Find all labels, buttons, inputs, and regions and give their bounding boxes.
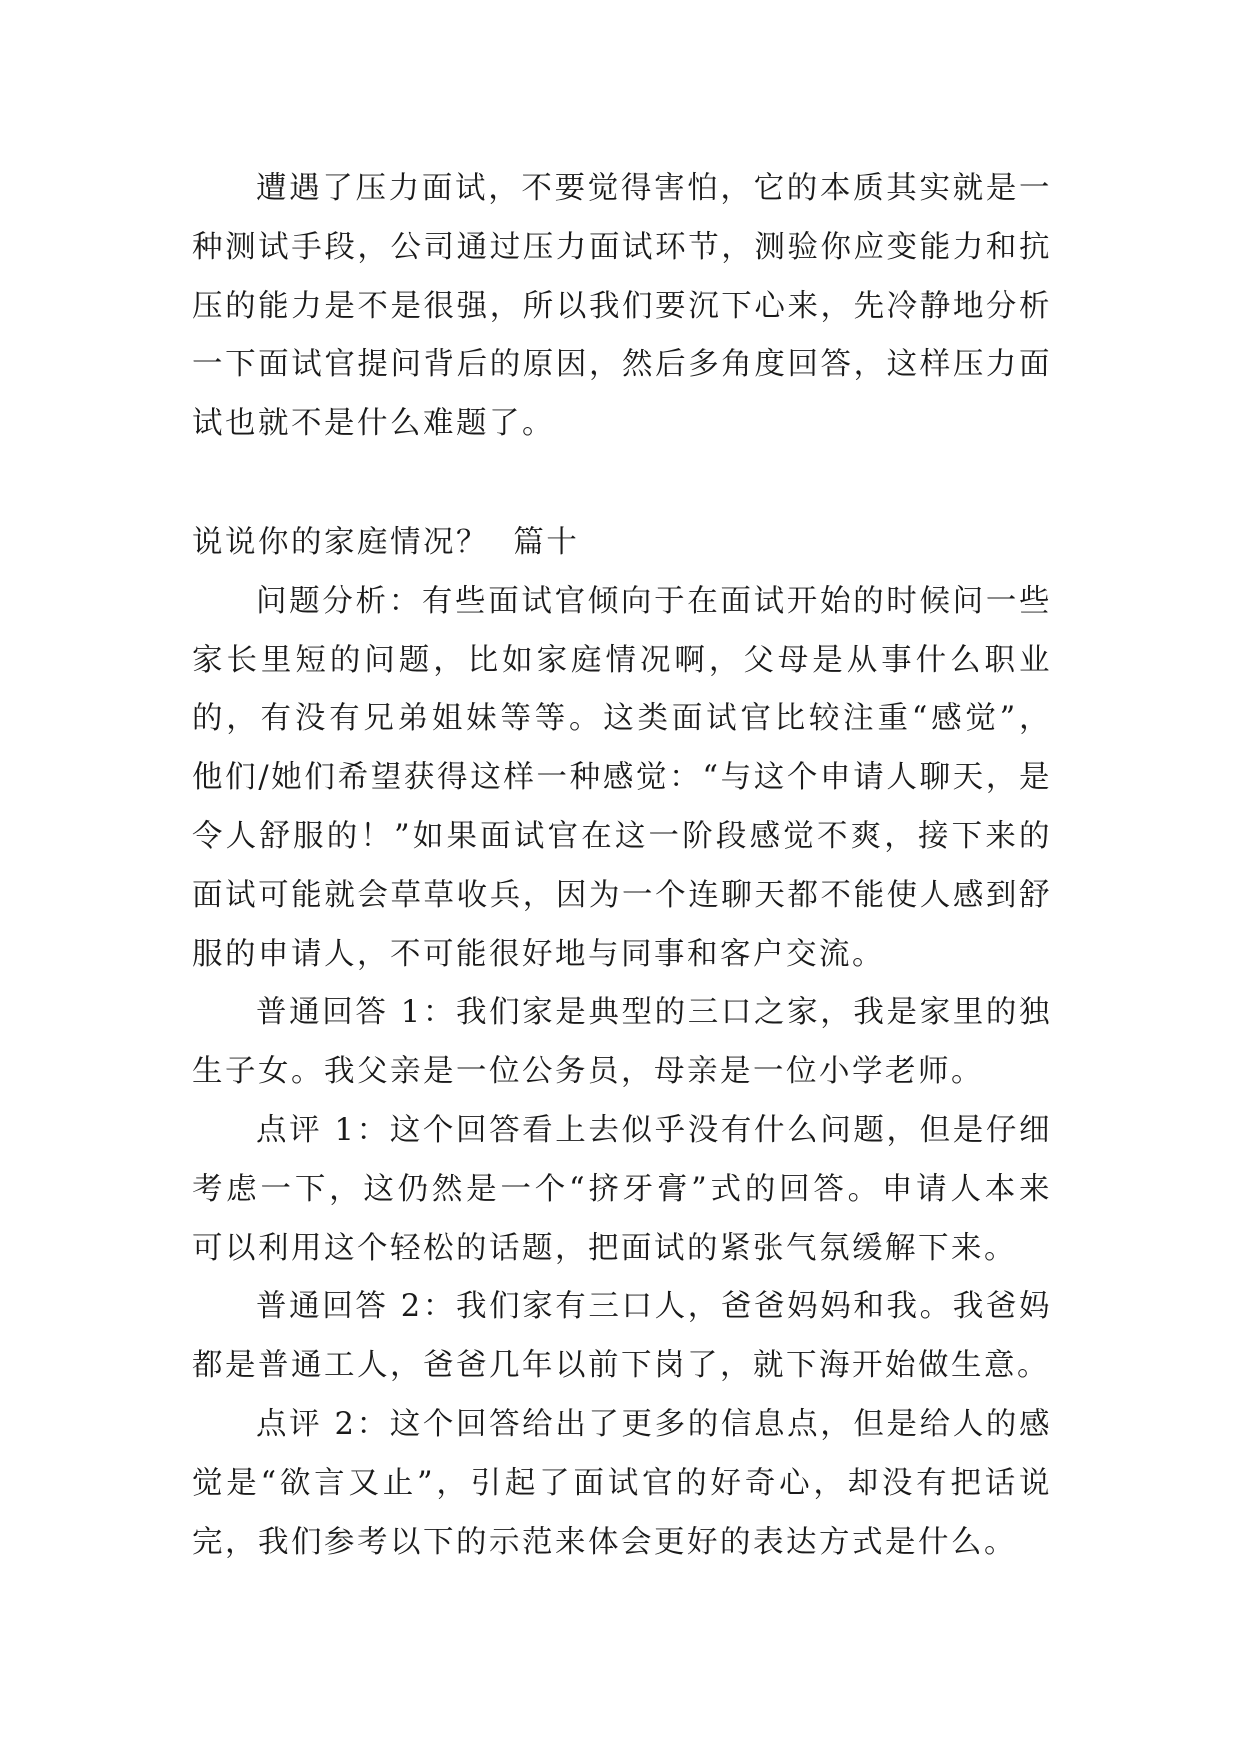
intro-paragraph: 遭遇了压力面试，不要觉得害怕，它的本质其实就是一种测试手段，公司通过压力面试环节，测验你应变能力和抗压的能力是不是很强，所以我们要沉下心来，先冷静地分析一下面试官提问背后的原因，然后多角度回答，这样压力面试也就不是什么难题了。 bbox=[192, 171, 1052, 442]
question-analysis-paragraph: 问题分析：有些面试官倾向于在面试开始的时候问一些家长里短的问题，比如家庭情况啊，父母是从事什么职业的，有没有兄弟姐妹等等。这类面试官比较注重“感觉”，他们/她们希望获得这样一种感觉：“与这个申请人聊天，是令人舒服的！”如果面试官在这一阶段感觉不爽，接下来的面试可能就会草草收兵，因为一个连聊天都不能使人感到舒服的申请人，不可能很好地与同事和客户交流。 bbox=[192, 583, 1052, 972]
comment-2-paragraph: 点评 2：这个回答给出了更多的信息点，但是给人的感觉是“欲言又止”，引起了面试官的好奇心，却没有把话说完，我们参考以下的示范来体会更好的表达方式是什么。 bbox=[192, 1406, 1052, 1560]
section-gap bbox=[192, 454, 1052, 514]
text-column bbox=[192, 160, 1052, 1572]
section-title: 说说你的家庭情况？ 篇十 bbox=[192, 524, 580, 560]
answer-2-paragraph: 普通回答 2：我们家有三口人，爸爸妈妈和我。我爸妈都是普通工人，爸爸几年以前下岗了，就下海开始做生意。 bbox=[192, 1289, 1052, 1384]
comment-1-paragraph: 点评 1：这个回答看上去似乎没有什么问题，但是仔细考虑一下，这仍然是一个“挤牙膏”式的回答。申请人本来可以利用这个轻松的话题，把面试的紧张气氛缓解下来。 bbox=[192, 1112, 1052, 1266]
answer-1-paragraph: 普通回答 1：我们家是典型的三口之家，我是家里的独生子女。我父亲是一位公务员，母亲是一位小学老师。 bbox=[192, 995, 1052, 1090]
